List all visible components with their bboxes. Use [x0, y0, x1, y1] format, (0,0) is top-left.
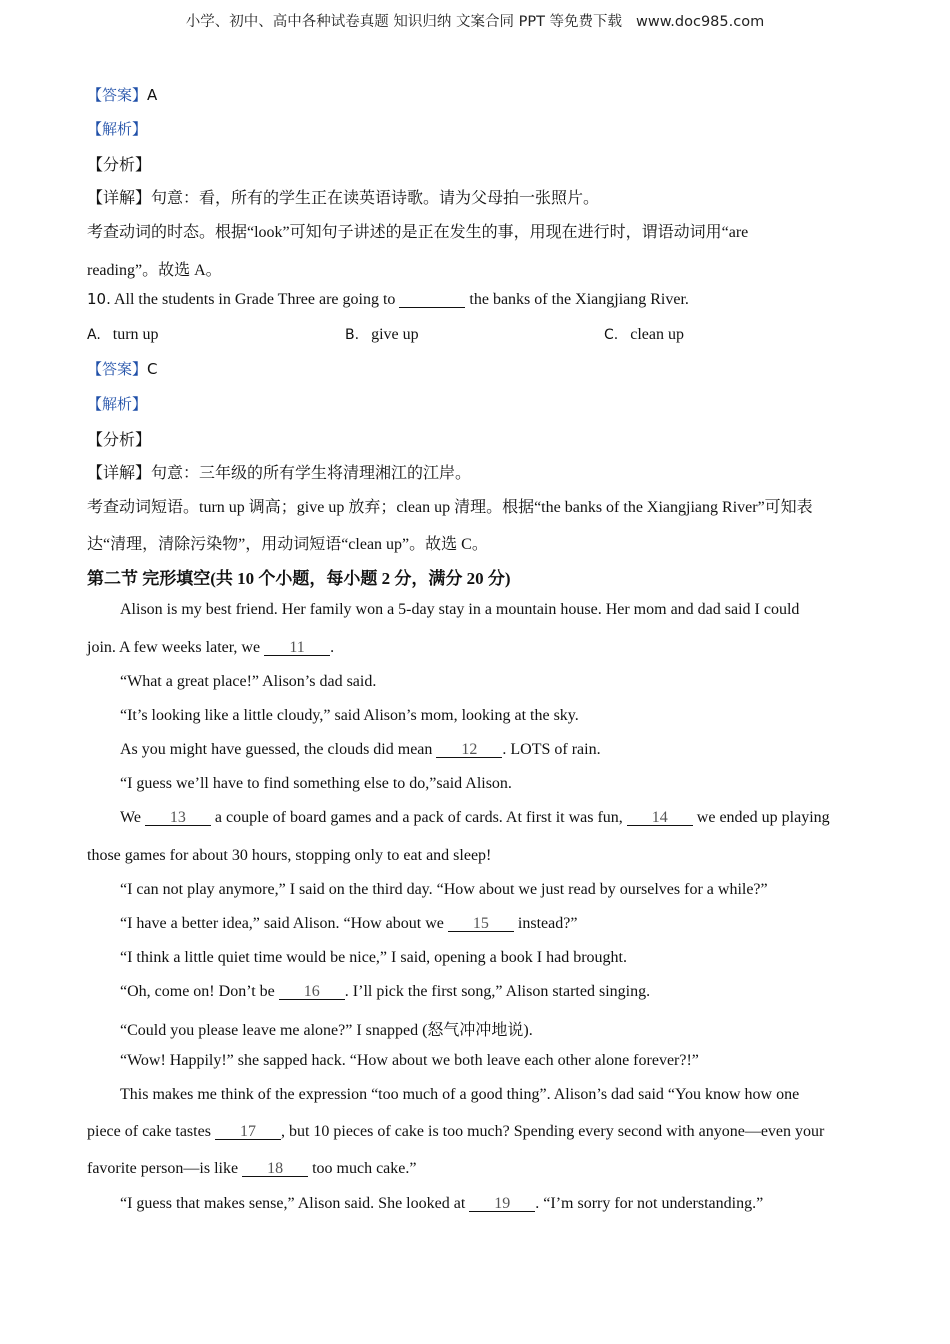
- q10-option-c-letter: C.: [604, 327, 619, 343]
- passage-text: favorite person—is like: [87, 1160, 239, 1177]
- passage-line-17: [87, 1160, 416, 1178]
- blank-12: 12: [436, 742, 502, 758]
- passage-line-5: [120, 741, 601, 759]
- passage-line-11: “I think a little quiet time would be nice,” I said, opening a book I had brought.: [120, 949, 627, 966]
- passage-line-4: “It’s looking like a little cloudy,” said Alison’s mom, looking at the sky.: [120, 707, 579, 724]
- q10-option-c: [604, 326, 684, 344]
- q10-option-a-letter: A.: [87, 327, 101, 343]
- passage-line-16: [87, 1123, 824, 1141]
- passage-line-15: This makes me think of the expression “too much of a good thing”. Alison’s dad said “You know how one: [120, 1086, 800, 1103]
- header-text: 小学、初中、高中各种试卷真题 知识归纳 文案合同 PPT 等免费下载: [185, 14, 623, 30]
- blank-13: 13: [145, 810, 211, 826]
- q10-option-a: [87, 326, 159, 344]
- passage-text: a couple of board games and a pack of cards. At first it was fun,: [214, 809, 623, 826]
- q10-stem-before: All the students in Grade Three are going to: [113, 291, 396, 308]
- passage-text: .: [330, 639, 335, 656]
- passage-line-18: [120, 1195, 763, 1213]
- passage-line-6: “I guess we’ll have to find something else to do,”said Alison.: [120, 775, 512, 792]
- blank-11: 11: [264, 640, 330, 656]
- q10-answer-line: [87, 358, 158, 379]
- q9-fenxi: 【分析】: [87, 157, 152, 174]
- passage-line-2: [87, 639, 334, 657]
- q9-explain-2: reading”。故选 A。: [87, 262, 222, 279]
- q10-detail: 【详解】句意：三年级的所有学生将清理湘江的江岸。: [87, 465, 472, 482]
- q10-option-b: [345, 326, 419, 344]
- passage-text: , but 10 pieces of cake is too much? Spending every second with anyone—even your: [280, 1123, 825, 1140]
- passage-text: “I guess that makes sense,” Alison said. She looked at: [120, 1195, 466, 1212]
- passage-text: piece of cake tastes: [87, 1123, 211, 1140]
- blank-15: 15: [448, 916, 514, 932]
- q10-option-b-text: give up: [371, 326, 419, 343]
- passage-text: As you might have guessed, the clouds did mean: [120, 741, 433, 758]
- q10-analysis-tag: 【解析】: [87, 395, 148, 413]
- passage-line-3: “What a great place!” Alison’s dad said.: [120, 673, 377, 690]
- q10-explain-1: 考查动词短语。turn up 调高；give up 放弃；clean up 清理。根据“the banks of the Xiangjiang River”可知表: [87, 499, 813, 516]
- q9-answer-tag: 【答案】: [87, 86, 148, 104]
- passage-text: join. A few weeks later, we: [87, 639, 261, 656]
- blank-19: 19: [469, 1196, 535, 1212]
- blank-18: 18: [242, 1161, 308, 1177]
- q10-fenxi: 【分析】: [87, 432, 152, 449]
- passage-text: . LOTS of rain.: [502, 741, 601, 758]
- q9-answer: A: [147, 86, 158, 104]
- passage-line-10: [120, 915, 577, 933]
- q10-option-c-text: clean up: [630, 326, 684, 343]
- q9-analysis-tag: 【解析】: [87, 120, 148, 138]
- q9-explain-1: 考查动词的时态。根据“look”可知句子讲述的是正在发生的事，用现在进行时，谓语动词用“are: [87, 224, 749, 241]
- passage-text: We: [120, 809, 141, 826]
- q10-stem-after: the banks of the Xiangjiang River.: [469, 291, 689, 308]
- passage-line-7: [120, 809, 830, 827]
- passage-text: . I’ll pick the first song,” Alison started singing.: [344, 983, 651, 1000]
- passage-text: instead?”: [517, 915, 578, 932]
- passage-text: “Oh, come on! Don’t be: [120, 983, 275, 1000]
- q10-number: 10.: [87, 290, 111, 308]
- passage-line-8: those games for about 30 hours, stopping only to eat and sleep!: [87, 847, 492, 864]
- passage-text: . “I’m sorry for not understanding.”: [535, 1195, 764, 1212]
- blank-14: 14: [627, 810, 693, 826]
- q10-stem: [87, 290, 689, 309]
- q10-option-a-text: turn up: [112, 326, 159, 343]
- passage-text: too much cake.”: [312, 1160, 417, 1177]
- q9-detail: 【详解】句意：看，所有的学生正在读英语诗歌。请为父母拍一张照片。: [87, 190, 600, 207]
- q10-answer: C: [147, 360, 158, 378]
- blank-17: 17: [215, 1124, 281, 1140]
- passage-text: “I have a better idea,” said Alison. “How about we: [120, 915, 444, 932]
- passage-line-13: “Could you please leave me alone?” I snapped (怒气冲冲地说).: [120, 1022, 533, 1039]
- q10-blank: [399, 292, 465, 308]
- q9-answer-line: [87, 84, 157, 105]
- q10-answer-tag: 【答案】: [87, 360, 148, 378]
- passage-line-12: [120, 983, 650, 1001]
- passage-line-1: Alison is my best friend. Her family won a 5-day stay in a mountain house. Her mom and dad said I could: [120, 601, 800, 618]
- passage-line-14: “Wow! Happily!” she sapped hack. “How about we both leave each other alone forever?!”: [120, 1052, 699, 1069]
- section-heading: 第二节 完形填空(共 10 个小题，每小题 2 分，满分 20 分): [87, 569, 511, 588]
- page-header: [0, 10, 950, 31]
- passage-text: we ended up playing: [696, 809, 830, 826]
- q10-option-b-letter: B.: [345, 327, 360, 343]
- passage-line-9: “I can not play anymore,” I said on the third day. “How about we just read by ourselves for a while?”: [120, 881, 768, 898]
- q10-explain-2: 达“清理，清除污染物”，用动词短语“clean up”。故选 C。: [87, 536, 488, 553]
- header-site-link[interactable]: www.doc985.com: [636, 14, 765, 30]
- blank-16: 16: [279, 984, 345, 1000]
